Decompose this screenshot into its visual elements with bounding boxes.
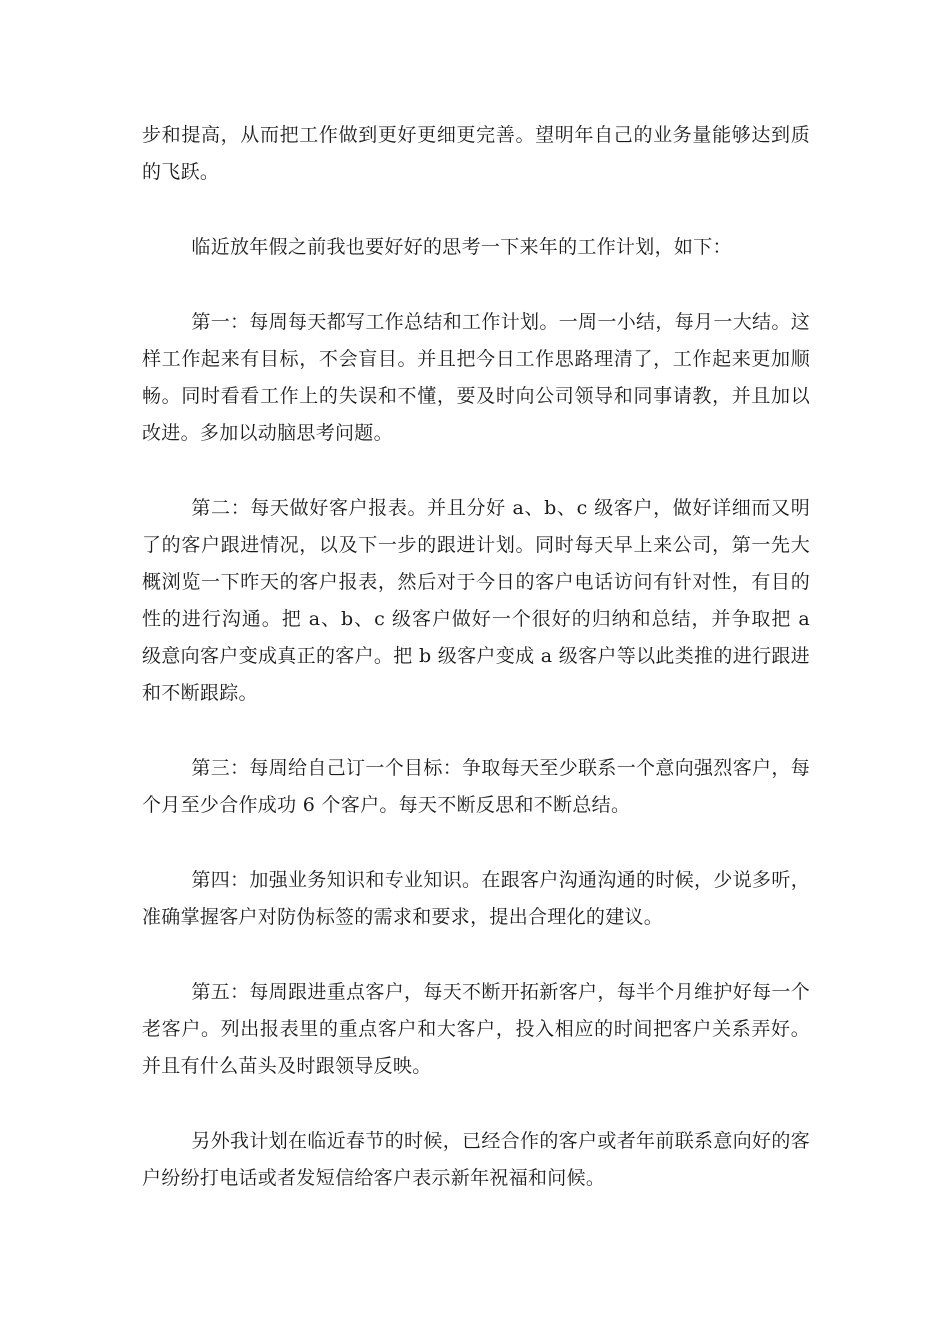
paragraph-continuation: 步和提高，从而把工作做到更好更细更完善。望明年自己的业务量能够达到质的飞跃。 <box>142 124 810 183</box>
paragraph-closing: 另外我计划在临近春节的时候，已经合作的客户或者年前联系意向好的客户纷纷打电话或者发短信给客户表示新年祝福和问候。 <box>142 1130 810 1189</box>
paragraph-item-3: 第三：每周给自己订一个目标：争取每天至少联系一个意向强烈客户，每个月至少合作成功 6 个客户。每天不断反思和不断总结。 <box>142 757 810 816</box>
paragraph-item-1: 第一：每周每天都写工作总结和工作计划。一周一小结，每月一大结。这样工作起来有目标，不会盲目。并且把今日工作思路理清了，工作起来更加顺畅。同时看看工作上的失误和不懂，要及时向公司领导和同事请教，并且加以改进。多加以动脑思考问题。 <box>142 311 810 444</box>
paragraph-item-4: 第四：加强业务知识和专业知识。在跟客户沟通沟通的时候，少说多听，准确掌握客户对防伪标签的需求和要求，提出合理化的建议。 <box>142 869 810 928</box>
paragraph-plan-intro: 临近放年假之前我也要好好的思考一下来年的工作计划，如下： <box>191 236 732 258</box>
document-body <box>142 117 810 1235</box>
paragraph-item-5: 第五：每周跟进重点客户，每天不断开拓新客户，每半个月维护好每一个老客户。列出报表里的重点客户和大客户，投入相应的时间把客户关系弄好。并且有什么苗头及时跟领导反映。 <box>142 981 810 1077</box>
paragraph-item-2: 第二：每天做好客户报表。并且分好 a、b、c 级客户，做好详细而又明了的客户跟进情况，以及下一步的跟进计划。同时每天早上来公司，第一先大概浏览一下昨天的客户报表，然后对于今日的客户电话访问有针对性，有目的性的进行沟通。把 a、b、c 级客户做好一个很好的归纳和总结，并争取把 a 级意向客户变成真正的客户。把 b 级客户变成 a 级客户等以此类推的进行跟进和不断跟踪。 <box>142 497 810 704</box>
